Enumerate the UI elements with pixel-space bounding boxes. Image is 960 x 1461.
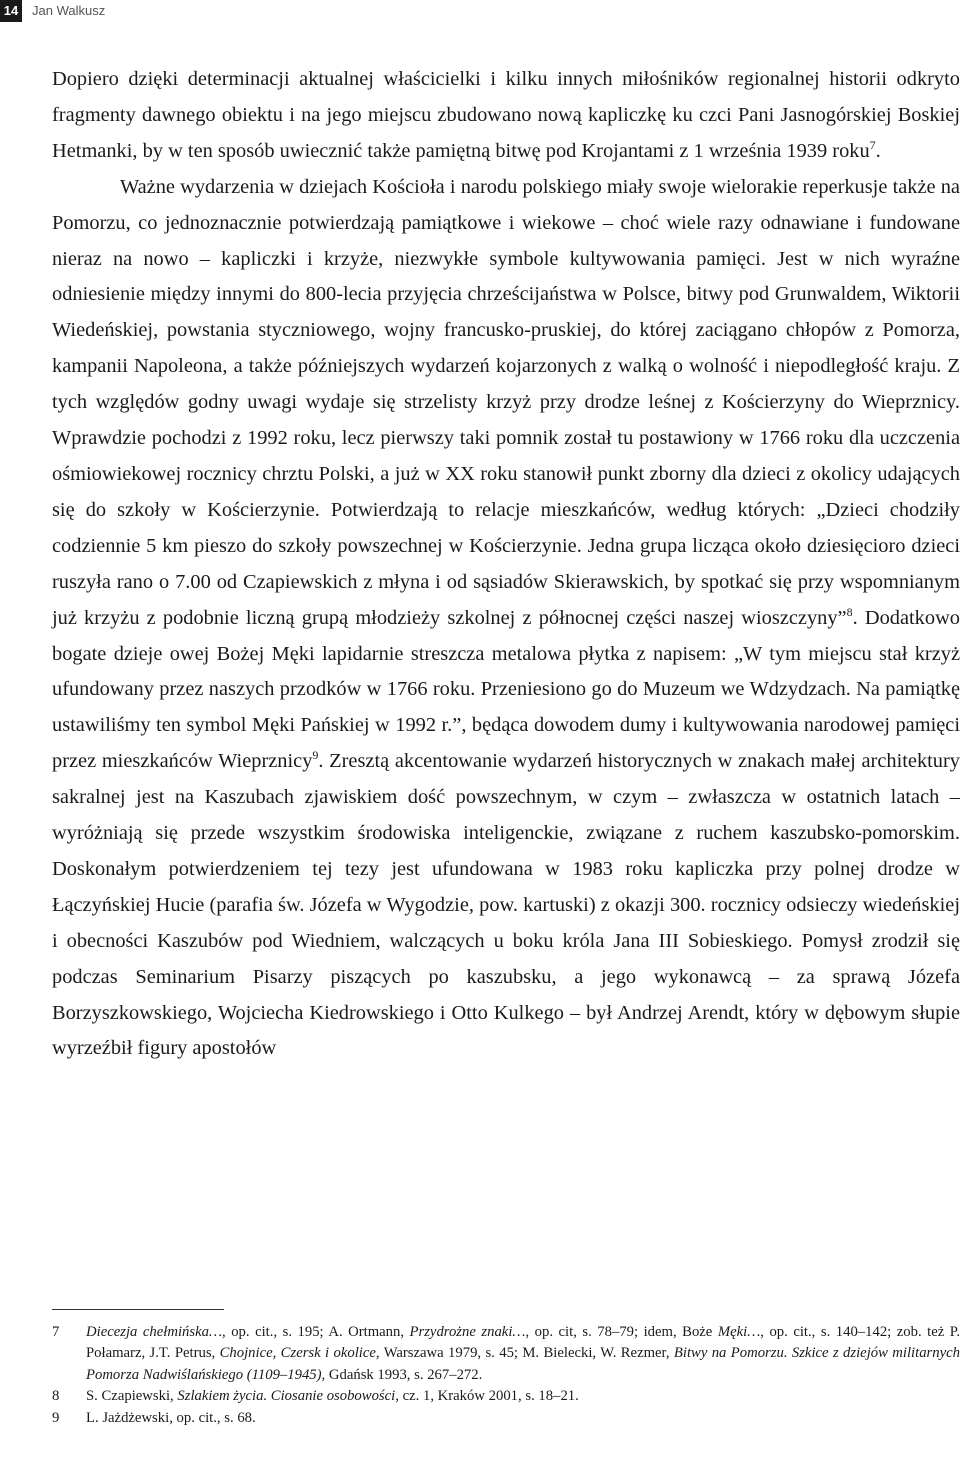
- italic-title: Chojnice, Czersk i okolice: [219, 1345, 376, 1362]
- text-run: , cz. 1, Kraków 2001, s. 18–21.: [395, 1388, 579, 1405]
- text-run: , op. cit., s. 140–142; zob. też P. Połamarz, J.T. Petrus,: [86, 1324, 960, 1362]
- text-run: . Dodatkowo bogate dzieje owej Bożej Męki lapidarnie streszcza metalowa płytka z napisem: „W tym miejscu stał krzyż ufundowany przez naszych przodków w 1766 roku. Przeniesiono go do Muzeum we Wdzydzach. Na pamiątkę ustawiliśmy ten symbol Męki Pańskiej w 1992 r.”, będąca dowodem dumy i kultywowania narodowej pamięci przez mieszkańców Wieprznicy: [52, 606, 960, 773]
- footnotes: [52, 1322, 960, 1429]
- footnote-ref: 9: [312, 748, 319, 763]
- text-run: , Warszawa 1979, s. 45; M. Bielecki, W. Rezmer,: [375, 1345, 674, 1362]
- text-run: S. Czapiewski,: [86, 1388, 178, 1405]
- footnote-number: 9: [52, 1409, 60, 1426]
- footnote-9: [52, 1408, 960, 1429]
- text-run: , op. cit., s. 195; A. Ortmann,: [222, 1324, 410, 1340]
- italic-title: Przydrożne znaki…: [409, 1324, 526, 1340]
- page-header: [0, 0, 300, 22]
- footnote-7: [52, 1322, 960, 1386]
- text-run: Dopiero dzięki determinacji aktualnej właścicielki i kilku innych miłośników regionalnej historii odkryto fragmenty dawnego obiektu i na jego miejscu zbudowano nową kapliczkę ku czci Pani Jasnogórskiej Boskiej Hetmanki, by w ten sposób uwiecznić także pamiętną bitwę pod Krojantami z 1 września 1939 roku: [52, 68, 960, 162]
- footnote-text: [86, 1408, 960, 1429]
- footnote-ref: 7: [869, 138, 876, 153]
- footnote-number: 7: [52, 1324, 60, 1340]
- footnote-divider: [52, 1309, 224, 1310]
- footnote-text: [86, 1386, 960, 1407]
- italic-title: Męki…: [717, 1324, 761, 1340]
- text-run: L. Jażdżewski, op. cit., s. 68.: [86, 1409, 256, 1426]
- footnote-8: [52, 1386, 960, 1407]
- main-text: [52, 62, 960, 1067]
- text-run: . Zresztą akcentowanie wydarzeń historycznych w znakach małej architektury sakralnej jest na Kaszubach zjawiskiem dość powszechnym, w czym – zwłaszcza w ostatnich latach – wyróżniają się przede wszystkim środowiska inteligenckie, związane z ruchem kaszubsko-pomorskim. Doskonałym potwierdzeniem tej tezy jest ufundowana w 1983 roku kapliczka przy polnej drodze w Łączyńskiej Hucie (parafia św. Józefa w Wygodzie, pow. kartuski) z okazji 300. rocznicy odsieczy wiedeńskiej i obecności Kaszubów pod Wiedniem, walczących u boku króla Jana III Sobieskiego. Pomysł zrodził się podczas Seminarium Pisarzy piszących po kaszubsku, a jego wykonawcą – za sprawą Józefa Borzyszkowskiego, Wojciecha Kiedrowskiego i Otto Kulkego – był Andrzej Arendt, który w dębowym słupie wyrzeźbił figury apostołów: [52, 750, 960, 1060]
- text-run: Ważne wydarzenia w dziejach Kościoła i narodu polskiego miały swoje wielorakie reperkusje także na Pomorzu, co jednoznacznie potwierdzają pamiątkowe i wiekowe – choć wiele razy odnawiane i fundowane nieraz na nowo – kapliczki i krzyże, niezwykłe symbole kultywowania pamięci. Jest w nich wyraźne odniesienie między innymi do 800-lecia przyjęcia chrześcijaństwa w Polsce, bitwy pod Grunwaldem, Wiktorii Wiedeńskiej, powstania styczniowego, wojny francusko-pruskiej, do której zaciągano chłopów z Pomorza, kampanii Napoleona, a także późniejszych wydarzeń kojarzonych z walką o wolność i niepodległość kraju. Z tych względów godny uwagi wydaje się strzelisty krzyż przy drodze leśnej z Kościerzyny do Wieprznicy. Wprawdzie pochodzi z 1992 roku, lecz pierwszy taki pomnik został tu postawiony w 1766 roku dla uczczenia ośmiowiekowej rocznicy chrztu Polski, a już w XX roku stanowił punkt zborny dla dzieci z okolicy udających się do szkoły w Kościerzynie. Potwierdzają to relacje mieszkańców, według których: „Dzieci chodziły codziennie 5 km pieszo do szkoły powszechnej w Kościerzynie. Jedna grupa licząca około dziesięcioro dzieci ruszyła rano o 7.00 od Czapiewskich z młyna i od sąsiadów Skierawskich, by spotkać się przy wspomnianym już krzyżu z podobnie liczną grupą młodzieży szkolnej z północnej części naszej wioszczyny”: [52, 175, 960, 629]
- footnote-text: [86, 1322, 960, 1386]
- text-run: .: [875, 139, 881, 162]
- running-head: Jan Walkusz: [32, 3, 106, 18]
- italic-title: Szlakiem życia. Ciosanie osobowości: [177, 1388, 396, 1405]
- italic-title: Bitwy na Pomorzu. Szkice z dziejów militarnych Pomorza Nadwiślańskiego (1109–1945): [86, 1345, 960, 1383]
- page-number: 14: [0, 0, 22, 22]
- text-run: , op. cit, s. 78–79; idem, Boże: [525, 1324, 718, 1340]
- paragraph: [52, 62, 960, 170]
- italic-title: Diecezja chełmińska…: [86, 1324, 223, 1340]
- footnote-number: 8: [52, 1388, 60, 1405]
- text-run: , Gdańsk 1993, s. 267–272.: [321, 1366, 483, 1383]
- paragraph: [52, 170, 960, 1068]
- footnote-ref: 8: [846, 604, 853, 619]
